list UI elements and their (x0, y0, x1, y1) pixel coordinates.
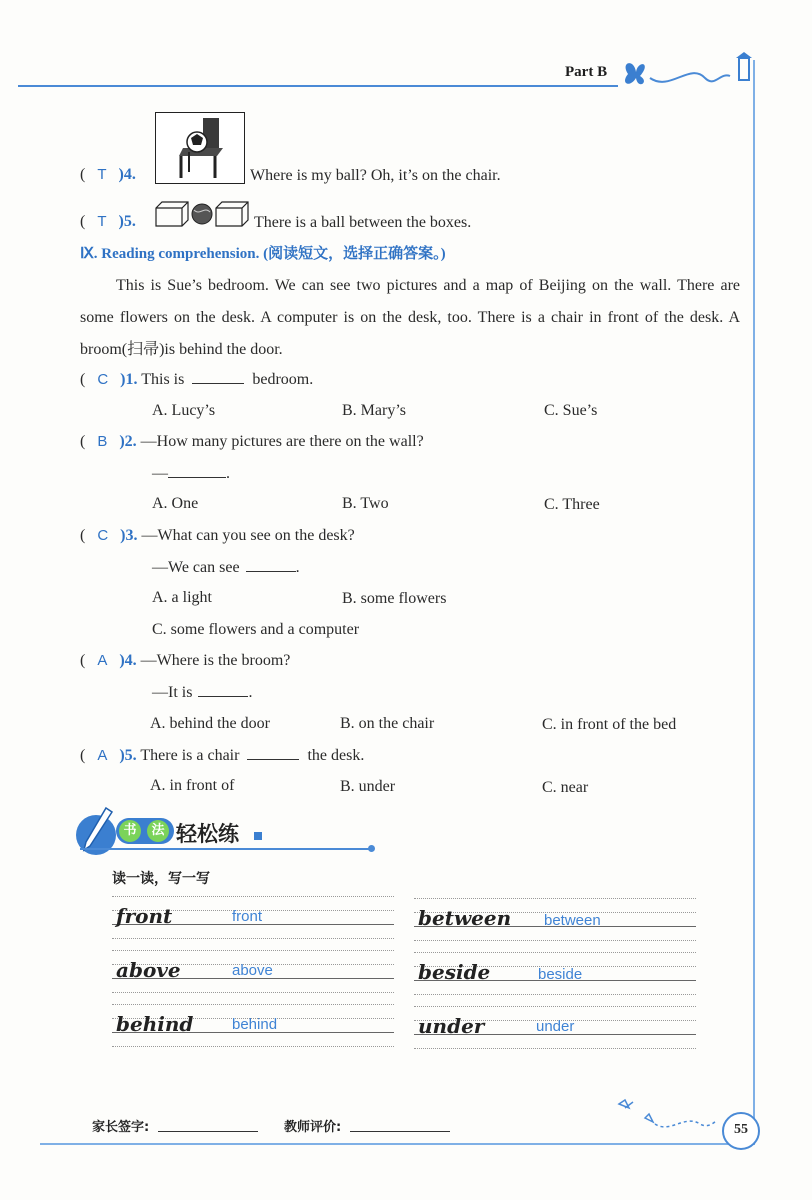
answer-blank (168, 463, 226, 478)
reading-question-1: ( C )1. This is bedroom. (80, 371, 314, 388)
reply-end: . (248, 684, 253, 701)
reading-passage: This is Sue’s bedroom. We can see two pictures and a map of Beijing on the wall. There are some flowers on the desk. A computer is on the desk, too. There is a chair in front of the desk. A broom(扫帚)is behind the door. (80, 277, 740, 358)
option-a: A. behind the door (150, 715, 270, 732)
reply-text: — (152, 465, 168, 482)
question-text: This is (141, 371, 185, 388)
copied-word: front (232, 908, 263, 925)
question-number: )4. (119, 652, 137, 669)
badge-char-2: 法 (147, 820, 169, 842)
teacher-eval-blank (350, 1131, 450, 1132)
option-c: C. some flowers and a computer (152, 621, 360, 638)
copied-word: above (232, 962, 273, 979)
writing-line-behind (112, 1004, 394, 1046)
calligraphy-title: 轻松练 (176, 822, 239, 846)
judgement-text-4: Where is my ball? Oh, it’s on the chair. (250, 167, 501, 184)
rule-dot-icon (368, 845, 375, 852)
question-text: —Where is the broom? (140, 652, 291, 669)
writing-line-above (112, 950, 394, 992)
question-number: )4. (118, 166, 136, 183)
model-word: behind (116, 1012, 194, 1036)
option-a: A. a light (152, 589, 212, 606)
model-word: under (418, 1014, 485, 1038)
reading-question-2: ( B )2. —How many pictures are there on the wall? (80, 433, 424, 450)
answer-mark: C (97, 371, 109, 388)
calligraphy-pill (116, 818, 174, 844)
question-number: )3. (120, 527, 138, 544)
question-text: —What can you see on the desk? (141, 527, 355, 544)
option-b: B. on the chair (340, 715, 435, 732)
model-word: beside (418, 960, 491, 984)
question-text: There is a chair (140, 747, 240, 764)
reply-line (152, 682, 252, 703)
question-text: —How many pictures are there on the wall? (140, 433, 424, 450)
reading-question-4: ( A )4. —Where is the broom? (80, 652, 291, 669)
page-edge-rule (753, 60, 755, 1140)
answer-mark: A (97, 747, 108, 764)
writing-line-beside (414, 952, 696, 994)
calligraphy-rule (80, 848, 370, 850)
option-b: B. Two (342, 495, 389, 512)
option-a: A. in front of (150, 777, 235, 794)
parent-sign-label: 家长签字: (92, 1120, 150, 1135)
question-number: )5. (119, 747, 137, 764)
question-text-after: the desk. (307, 747, 365, 764)
reply-end: . (295, 559, 300, 576)
teacher-eval-label: 教师评价: (284, 1120, 342, 1135)
reply-line (152, 557, 300, 578)
answer-mark: T (97, 213, 107, 230)
model-word: front (116, 904, 173, 928)
option-b: B. under (340, 778, 396, 795)
judgement-text-5: There is a ball between the boxes. (254, 214, 472, 231)
square-bullet-icon (254, 832, 262, 840)
copied-word: under (536, 1018, 575, 1035)
answer-mark: C (97, 527, 109, 544)
parent-sign-blank (158, 1131, 258, 1132)
chair-with-ball-picture (155, 112, 245, 184)
reading-question-5: ( A )5. There is a chair the desk. (80, 747, 365, 764)
option-c: C. near (542, 779, 589, 796)
copied-word: beside (538, 966, 583, 983)
reply-end: . (226, 465, 230, 482)
answer-blank (192, 369, 244, 384)
footer-rule (40, 1143, 755, 1145)
option-c: C. in front of the bed (542, 716, 677, 733)
butterfly-decoration-icon (620, 52, 755, 94)
reply-line (152, 463, 230, 484)
model-word: above (116, 958, 181, 982)
header-rule (18, 85, 618, 87)
answer-mark: T (97, 166, 107, 183)
reading-question-3: ( C )3. —What can you see on the desk? (80, 527, 355, 544)
option-b: B. Mary’s (342, 402, 406, 419)
writing-line-under (414, 1006, 696, 1048)
reply-text: —We can see (152, 559, 240, 576)
question-number: )5. (118, 213, 136, 230)
badge-char-1: 书 (119, 820, 141, 842)
answer-blank (247, 745, 299, 760)
copied-word: between (544, 912, 601, 929)
writing-line-between (414, 898, 696, 940)
option-c: C. Three (544, 496, 600, 513)
option-c: C. Sue’s (544, 402, 598, 419)
answer-blank (246, 557, 296, 572)
reply-text: —It is (152, 684, 193, 701)
option-a: A. One (152, 495, 199, 512)
model-word: between (418, 906, 512, 930)
answer-mark: A (97, 652, 108, 669)
option-b: B. some flowers (342, 590, 447, 607)
ball-between-boxes-picture (154, 198, 250, 228)
bird-doodle-icon (615, 1094, 720, 1136)
reading-section-title: Ⅸ. Reading comprehension. (阅读短文，选择正确答案。) (80, 246, 446, 262)
question-number: )2. (119, 433, 137, 450)
answer-blank (198, 682, 248, 697)
judgement-item-4: ( T )4. (80, 166, 136, 183)
section-label: Part B (565, 64, 608, 80)
option-a: A. Lucy’s (152, 402, 216, 419)
pen-nib-icon (76, 806, 116, 858)
answer-mark: B (97, 433, 108, 450)
question-number: )1. (120, 371, 138, 388)
writing-line-front (112, 896, 394, 938)
question-text-after: bedroom. (252, 371, 314, 388)
page-number: 55 (722, 1112, 760, 1150)
writing-instruction: 读一读，写一写 (112, 871, 210, 887)
copied-word: behind (232, 1016, 278, 1033)
judgement-item-5: ( T )5. (80, 213, 136, 230)
